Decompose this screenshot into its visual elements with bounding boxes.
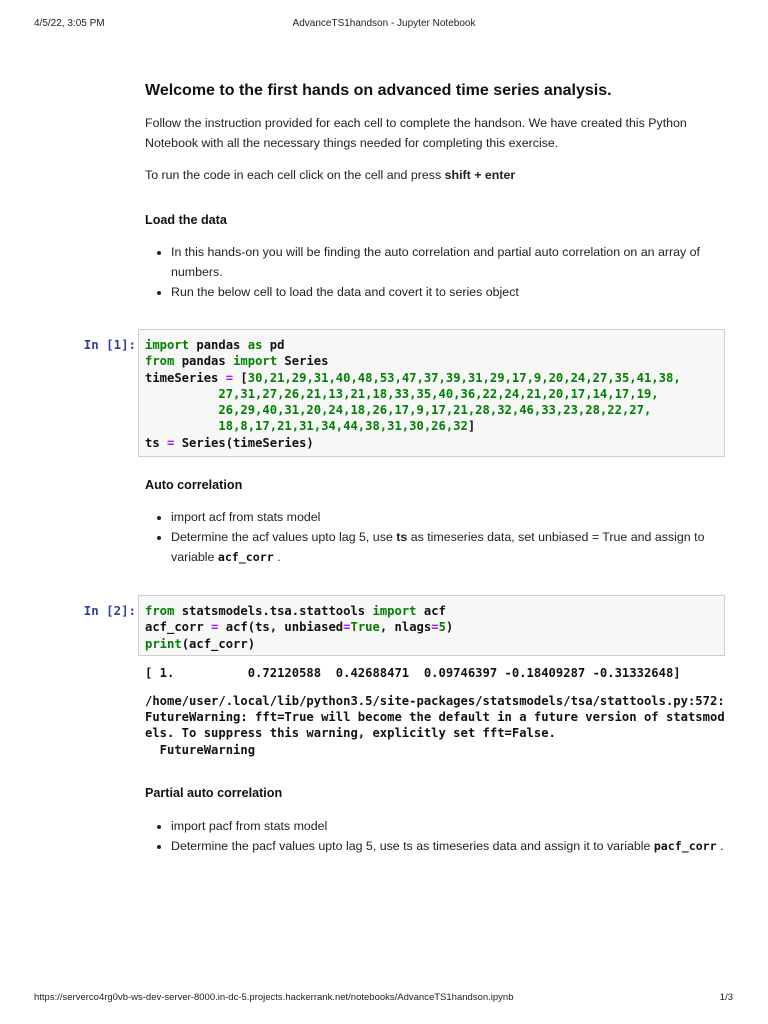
- code-cell-2[interactable]: [138, 595, 725, 656]
- cell-prompt: In [2]:: [83, 603, 136, 618]
- shift-enter-shortcut: shift + enter: [444, 168, 516, 182]
- list-item-text: Determine the acf values upto lag 5, use: [171, 530, 397, 544]
- code-constant-true: True: [350, 620, 380, 635]
- print-datetime: 4/5/22, 3:05 PM: [34, 18, 105, 29]
- load-data-markdown-cell: [145, 213, 735, 227]
- list-item: [171, 837, 735, 857]
- code-keyword-import: import: [233, 354, 278, 369]
- list-item-text: as timeseries data, set unbiased = True and assign to variable: [171, 530, 705, 564]
- inline-code-acf-corr: acf_corr: [217, 549, 274, 564]
- cell-2-output-warning: /home/user/.local/lib/python3.5/site-packages/statsmodels/tsa/stattools.py:572: FutureWarning: fft=True will become the default in a future version of statsmod els. To suppress this warning, explicitly set fft=False. FutureWarning: [145, 694, 725, 757]
- list-item-text: .: [716, 839, 724, 853]
- code-cell-2-source[interactable]: from statsmodels.tsa.stattools import acf acf_corr = acf(ts, unbiased=True, nlags=5) print(acf_corr): [145, 604, 454, 651]
- load-data-heading: Load the data: [145, 213, 227, 227]
- code-number-list-1: 30,21,29,31,40,48,53,47,37,39,31,29,17,9,20,24,27,35,41,38,: [247, 370, 681, 385]
- code-operator: =: [167, 435, 175, 450]
- list-item: • In this hands-on you will be finding the auto correlation and partial auto correlation on an array of numbers.: [171, 243, 735, 282]
- notebook-title: Welcome to the first hands on advanced time series analysis.: [145, 82, 612, 99]
- acf-bullets: [145, 508, 735, 568]
- intro-paragraph: [145, 113, 735, 153]
- load-data-bullets: [145, 243, 735, 303]
- run-instructions: [145, 165, 735, 185]
- inline-code-pacf-corr: pacf_corr: [653, 839, 717, 853]
- print-page-url: https://serverco4rg0vb-ws-dev-server-8000.in-dc-5.projects.hackerrank.net/notebooks/AdvanceTS1handson.ipynb: [34, 992, 514, 1003]
- code-number: 5: [438, 620, 446, 635]
- code-keyword-from: from: [145, 354, 175, 369]
- print-page-title: AdvanceTS1handson - Jupyter Notebook: [292, 18, 476, 29]
- list-item-text: .: [273, 549, 281, 564]
- intro-markdown-cell: [145, 82, 735, 100]
- code-keyword-as: as: [247, 338, 263, 352]
- acf-markdown-cell: [145, 478, 735, 492]
- pacf-markdown-cell: [145, 786, 735, 800]
- code-keyword-from: from: [145, 604, 175, 618]
- print-page-number: 1/3: [719, 992, 733, 1003]
- code-operator: =: [431, 620, 439, 635]
- code-number-list-3: 26,29,40,31,20,24,18,26,17,9,17,21,28,32,46,33,23,28,22,27,: [218, 403, 652, 418]
- list-item: [171, 528, 735, 567]
- run-instructions-text: To run the code in each cell click on the cell and press: [145, 168, 445, 182]
- auto-correlation-heading: Auto correlation: [145, 478, 243, 492]
- code-number-list-2: 27,31,27,26,21,13,21,18,33,35,40,36,22,24,21,20,17,14,17,19,: [218, 386, 659, 401]
- cell-prompt: In [1]:: [83, 337, 136, 352]
- code-operator: =: [211, 620, 219, 635]
- code-cell-1[interactable]: [138, 329, 725, 457]
- ts-variable-bold: ts: [396, 530, 408, 544]
- cell-2-output-result: [ 1. 0.72120588 0.42688471 0.09746397 -0.18409287 -0.31332648]: [145, 666, 681, 680]
- code-cell-1-source[interactable]: import pandas as pd from pandas import Series timeSeries = [30,21,29,31,40,48,53,47,37,39,31,29,17,9,20,24,27,35,41,38, 27,31,27,26,21,13,21,18,33,35,40,36,22,24,21,20,17,14,17,19, 26,29,40,31,20,24,18,26,17,9,17,21,28,32,46,33,23,28,22,27, 18,8,17,21,31,34,44,38,31,30,26,32] ts = Series(timeSeries): [145, 338, 681, 450]
- intro-instructions-text: Follow the instruction provided for each cell to complete the handson. We have created this Python Notebook with all the necessary things needed for completing this exercise.: [145, 116, 687, 150]
- list-item: • import acf from stats model: [171, 508, 735, 528]
- pacf-bullets: [145, 817, 735, 857]
- list-item: • Run the below cell to load the data and covert it to series object: [171, 283, 735, 303]
- code-keyword-import: import: [145, 338, 190, 352]
- code-number-list-4: 18,8,17,21,31,34,44,38,31,30,26,32: [218, 419, 468, 434]
- code-operator: =: [343, 620, 351, 635]
- code-operator: =: [225, 370, 234, 385]
- partial-auto-correlation-heading: Partial auto correlation: [145, 786, 283, 800]
- list-item: • import pacf from stats model: [171, 817, 735, 837]
- list-item-text: Determine the pacf values upto lag 5, use ts as timeseries data and assign it to variable: [171, 839, 654, 853]
- code-keyword-import: import: [372, 604, 417, 618]
- code-builtin-print: print: [145, 636, 182, 651]
